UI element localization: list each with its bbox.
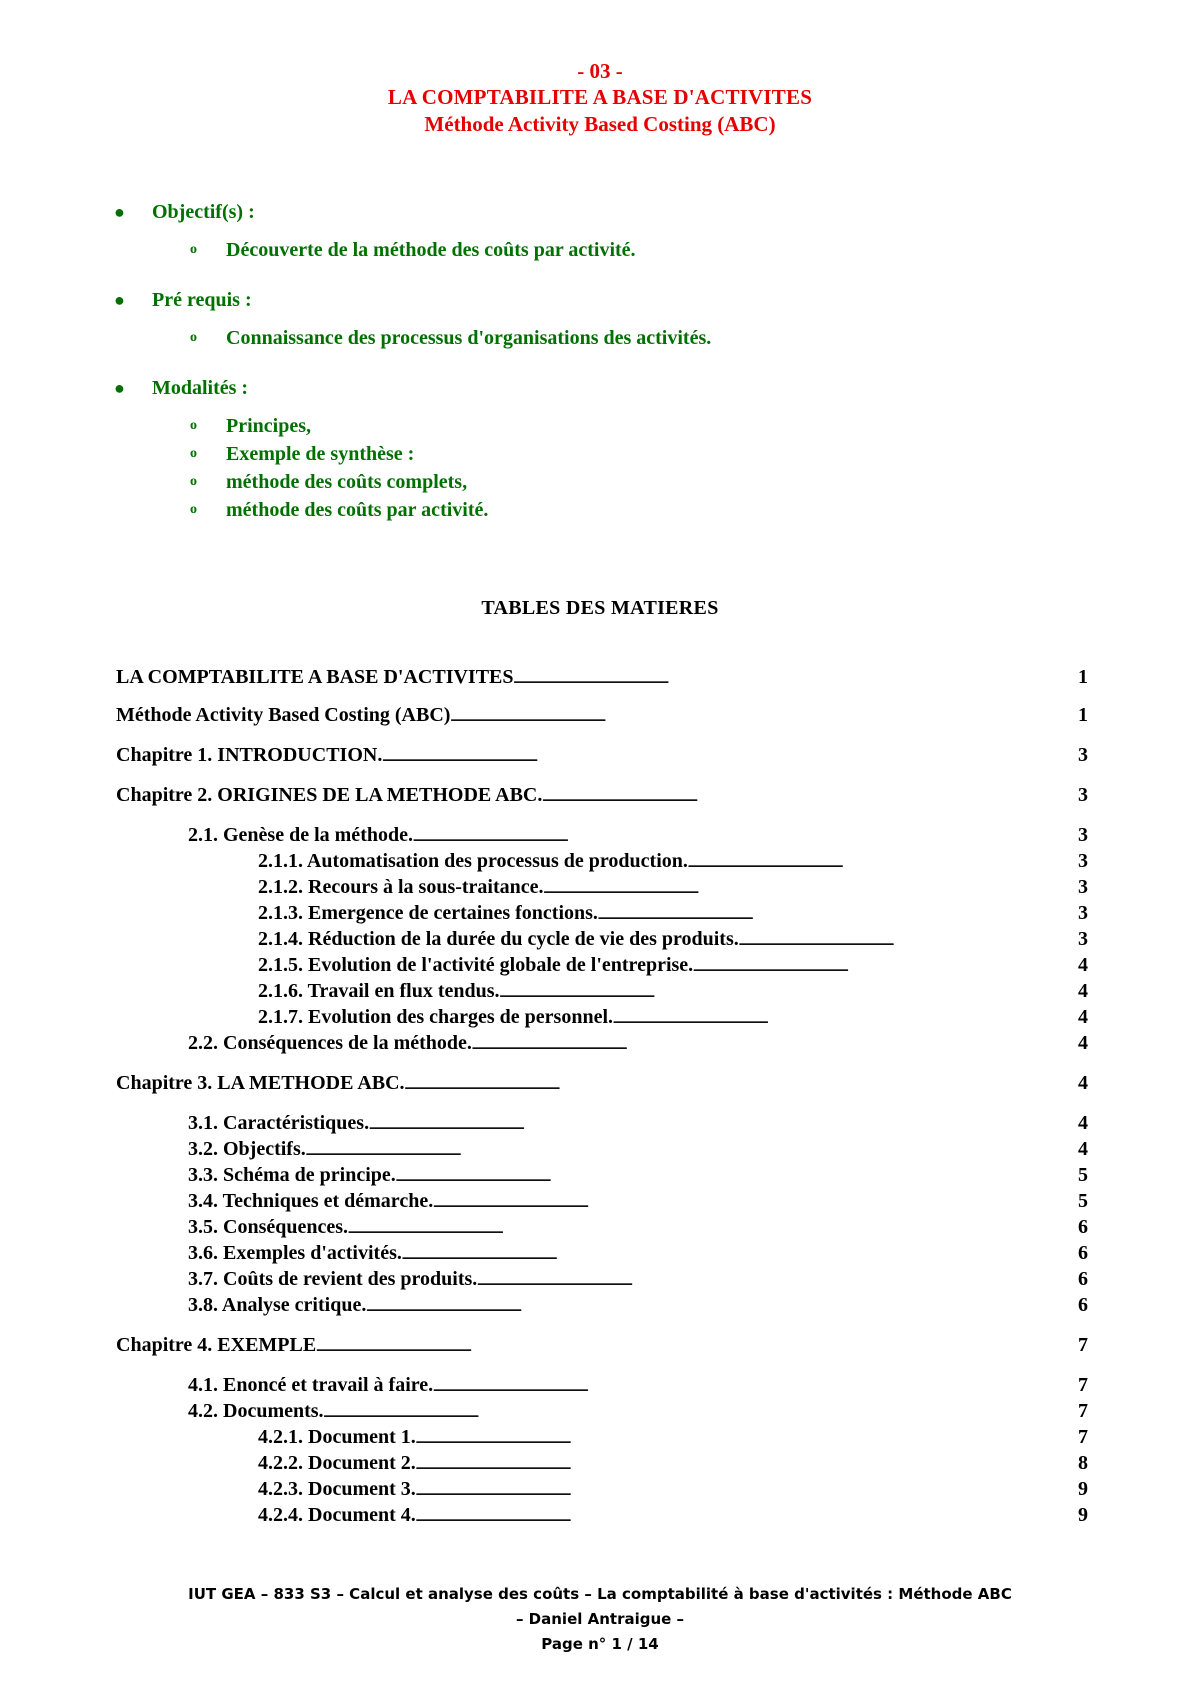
toc-entry-page: 6 [1078, 1216, 1088, 1238]
toc-entry[interactable] [116, 1188, 1088, 1214]
toc-leader-dots [472, 1030, 1076, 1056]
toc-leader-dots [416, 1476, 1076, 1502]
toc-entry-page: 3 [1078, 928, 1088, 950]
toc-entry[interactable] [116, 1240, 1088, 1266]
toc-entry-page: 4 [1078, 954, 1088, 976]
toc-entry[interactable] [116, 1136, 1088, 1162]
toc-entry-label: 2.1.6. Travail en flux tendus. [258, 980, 500, 1002]
toc-leader-dots [693, 952, 1076, 978]
toc-entry-label: 3.1. Caractéristiques. [188, 1112, 370, 1134]
footer-author: – Daniel Antraigue – [515, 1610, 685, 1628]
toc-entry[interactable] [116, 978, 1088, 1004]
toc-leader-dots [500, 978, 1076, 1004]
toc-entry-label: 2.1.3. Emergence de certaines fonctions. [258, 902, 598, 924]
toc-entry-label: 2.2. Conséquences de la méthode. [188, 1032, 472, 1054]
objective-items [110, 412, 1010, 524]
toc-leader-dots [477, 1266, 1076, 1292]
document-header [0, 58, 1200, 138]
toc-entry-page: 6 [1078, 1242, 1088, 1264]
toc-entry-label: 2.1.5. Evolution de l'activité globale de l'entreprise. [258, 954, 694, 976]
circle-bullet-icon: o [190, 474, 197, 489]
toc-leader-dots [433, 1372, 1076, 1398]
toc-entry[interactable] [116, 1004, 1088, 1030]
toc-entry[interactable] [116, 1030, 1088, 1056]
toc-entry-label: 2.1.2. Recours à la sous-traitance. [258, 876, 544, 898]
toc-entry-page: 3 [1078, 850, 1088, 872]
toc-entry-page: 7 [1078, 1400, 1088, 1422]
toc-entry-label: 3.6. Exemples d'activités. [188, 1242, 402, 1264]
toc-entry-label: 4.2.2. Document 2. [258, 1452, 416, 1474]
document-title: LA COMPTABILITE A BASE D'ACTIVITES [387, 85, 813, 109]
objective-item-text: méthode des coûts complets, [226, 471, 468, 493]
chapter-number: - 03 - [577, 59, 623, 83]
toc-entry-label: Chapitre 1. INTRODUCTION. [116, 744, 383, 766]
toc-entry-page: 6 [1078, 1268, 1088, 1290]
toc-entry-page: 4 [1078, 1072, 1088, 1094]
toc-leader-dots [416, 1424, 1076, 1450]
objective-label: Objectif(s) : [152, 201, 255, 223]
circle-bullet-icon: o [190, 418, 197, 433]
circle-bullet-icon: o [190, 330, 197, 345]
objective-item-text: Connaissance des processus d'organisations des activités. [226, 327, 712, 349]
toc-entry[interactable] [116, 742, 1088, 768]
objective-item [110, 468, 1010, 496]
footer-course-line: IUT GEA – 833 S3 – Calcul et analyse des coûts – La comptabilité à base d'activités : Méthode ABC [188, 1585, 1012, 1603]
toc-entry[interactable] [116, 664, 1088, 690]
toc-leader-dots [598, 900, 1076, 926]
objective-label: Modalités : [152, 377, 249, 399]
toc-entry-page: 8 [1078, 1452, 1088, 1474]
toc-leader-dots [366, 1292, 1076, 1318]
toc-title: TABLES DES MATIERES [481, 597, 719, 619]
toc-entry-label: LA COMPTABILITE A BASE D'ACTIVITES [116, 666, 514, 688]
toc-entry-page: 9 [1078, 1478, 1088, 1500]
toc-leader-dots [348, 1214, 1076, 1240]
toc-entry[interactable] [116, 1476, 1088, 1502]
toc-entry[interactable] [116, 1110, 1088, 1136]
toc-entry-page: 7 [1078, 1426, 1088, 1448]
toc-entry-label: 3.5. Conséquences. [188, 1216, 349, 1238]
objective-item-text: Découverte de la méthode des coûts par activité. [226, 239, 636, 261]
circle-bullet-icon: o [190, 446, 197, 461]
objective-label: Pré requis : [152, 289, 252, 311]
toc-entry-page: 3 [1078, 744, 1088, 766]
bullet-icon: ● [114, 290, 125, 310]
toc-leader-dots [688, 848, 1076, 874]
toc-entry[interactable] [116, 926, 1088, 952]
objective-heading [110, 374, 1010, 402]
toc-entry[interactable] [116, 1214, 1088, 1240]
toc-entry[interactable] [116, 1372, 1088, 1398]
footer-page-number: Page n° 1 / 14 [541, 1635, 659, 1653]
toc-entry-page: 4 [1078, 1006, 1088, 1028]
toc-leader-dots [396, 1162, 1076, 1188]
toc-entry[interactable] [116, 782, 1088, 808]
objective-items [110, 236, 1010, 264]
toc-entry-label: Chapitre 2. ORIGINES DE LA METHODE ABC. [116, 784, 543, 806]
toc-entry-label: 3.4. Techniques et démarche. [188, 1190, 434, 1212]
toc-leader-dots [544, 874, 1076, 900]
objective-group [110, 198, 1010, 264]
toc-entry[interactable] [116, 1266, 1088, 1292]
toc-leader-dots [433, 1188, 1076, 1214]
toc-entry[interactable] [116, 874, 1088, 900]
toc-entry[interactable] [116, 702, 1088, 728]
toc-leader-dots [324, 1398, 1076, 1424]
toc-entry-page: 7 [1078, 1374, 1088, 1396]
objectives-list [110, 198, 1010, 524]
toc-entry[interactable] [116, 1450, 1088, 1476]
toc-entry-label: 2.1. Genèse de la méthode. [188, 824, 413, 846]
circle-bullet-icon: o [190, 502, 197, 517]
toc-entry-label: 4.1. Enoncé et travail à faire. [188, 1374, 434, 1396]
toc-leader-dots [306, 1136, 1076, 1162]
toc-leader-dots [402, 1240, 1076, 1266]
toc-entry[interactable] [116, 952, 1088, 978]
toc-entry[interactable] [116, 848, 1088, 874]
toc-entry-label: 2.1.1. Automatisation des processus de production. [258, 850, 688, 872]
toc-entry-label: 4.2.3. Document 3. [258, 1478, 416, 1500]
toc-entry-label: 3.3. Schéma de principe. [188, 1164, 396, 1186]
circle-bullet-icon: o [190, 242, 197, 257]
toc-entry-page: 4 [1078, 1138, 1088, 1160]
toc-entry-label: Chapitre 4. EXEMPLE [116, 1334, 317, 1356]
toc-entry-label: 2.1.4. Réduction de la durée du cycle de vie des produits. [258, 928, 739, 950]
toc-entry-page: 4 [1078, 1112, 1088, 1134]
objective-heading [110, 198, 1010, 226]
toc-entry-page: 5 [1078, 1190, 1088, 1212]
toc-entry-page: 1 [1078, 666, 1088, 688]
toc-leader-dots [416, 1502, 1076, 1528]
toc-entry[interactable] [116, 1424, 1088, 1450]
toc-entry[interactable] [116, 1332, 1088, 1358]
toc-entry-label: 4.2.1. Document 1. [258, 1426, 416, 1448]
toc-leader-dots [450, 702, 1076, 728]
toc-entry-label: Méthode Activity Based Costing (ABC) [116, 704, 451, 726]
toc-leader-dots [739, 926, 1076, 952]
toc-entry-page: 4 [1078, 1032, 1088, 1054]
objective-heading [110, 286, 1010, 314]
toc-entry-page: 6 [1078, 1294, 1088, 1316]
toc-entry[interactable] [116, 1398, 1088, 1424]
toc-leader-dots [405, 1070, 1076, 1096]
toc-leader-dots [382, 742, 1076, 768]
objective-item [110, 440, 1010, 468]
toc-entry[interactable] [116, 900, 1088, 926]
toc-leader-dots [369, 1110, 1076, 1136]
toc-entry-page: 3 [1078, 824, 1088, 846]
toc-entry-label: 4.2. Documents. [188, 1400, 324, 1422]
bullet-icon: ● [114, 202, 125, 222]
objective-item [110, 324, 1010, 352]
toc-entry-page: 4 [1078, 980, 1088, 1002]
objective-items [110, 324, 1010, 352]
toc-entry-page: 1 [1078, 704, 1088, 726]
toc-entry-label: 2.1.7. Evolution des charges de personnel. [258, 1006, 614, 1028]
toc-leader-dots [316, 1332, 1076, 1358]
objective-item [110, 412, 1010, 440]
toc-entry-label: Chapitre 3. LA METHODE ABC. [116, 1072, 405, 1094]
objective-item [110, 496, 1010, 524]
toc-entry[interactable] [116, 1070, 1088, 1096]
toc-entry-label: 4.2.4. Document 4. [258, 1504, 416, 1526]
toc-entry-label: 3.2. Objectifs. [188, 1138, 306, 1160]
document-subtitle: Méthode Activity Based Costing (ABC) [424, 112, 776, 136]
toc-entry[interactable] [116, 1162, 1088, 1188]
toc-entry[interactable] [116, 1502, 1088, 1528]
objective-group [110, 374, 1010, 524]
toc-entry-page: 7 [1078, 1334, 1088, 1356]
toc-entry-page: 3 [1078, 784, 1088, 806]
toc-leader-dots [514, 664, 1076, 690]
objective-item [110, 236, 1010, 264]
toc-leader-dots [413, 822, 1076, 848]
toc-leader-dots [613, 1004, 1076, 1030]
toc-entry-page: 5 [1078, 1164, 1088, 1186]
objective-item-text: méthode des coûts par activité. [226, 499, 489, 521]
page-footer [0, 1582, 1200, 1657]
toc-entry[interactable] [116, 822, 1088, 848]
objective-group [110, 286, 1010, 352]
toc-entry-page: 3 [1078, 902, 1088, 924]
toc-entry-page: 3 [1078, 876, 1088, 898]
toc-entry-page: 9 [1078, 1504, 1088, 1526]
toc-leader-dots [542, 782, 1076, 808]
toc-entry[interactable] [116, 1292, 1088, 1318]
objective-item-text: Principes, [226, 415, 311, 437]
toc-entry-label: 3.7. Coûts de revient des produits. [188, 1268, 478, 1290]
objective-item-text: Exemple de synthèse : [226, 443, 415, 465]
bullet-icon: ● [114, 378, 125, 398]
toc-leader-dots [416, 1450, 1076, 1476]
toc-entry-label: 3.8. Analyse critique. [188, 1294, 367, 1316]
